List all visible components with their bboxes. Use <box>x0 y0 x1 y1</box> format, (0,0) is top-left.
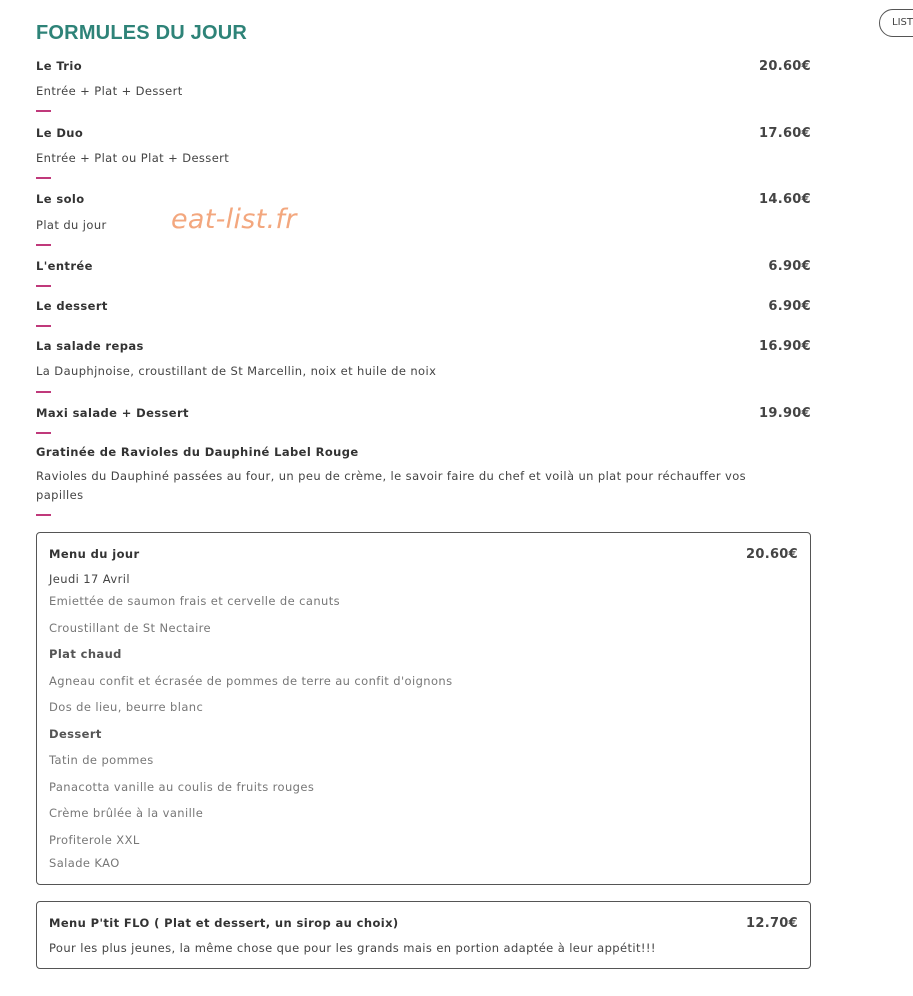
item-price: 6.90€ <box>768 259 811 274</box>
item-description: Ravioles du Dauphiné passées au four, un peu de crème, le savoir faire du chef et voilà un plat pour réchauffer vos papilles <box>36 469 747 502</box>
item-description: La Dauphjnoise, croustillant de St Marcellin, noix et huile de noix <box>36 364 437 378</box>
item-divider <box>36 514 51 516</box>
item-divider <box>36 110 51 112</box>
item-divider <box>36 244 51 246</box>
item-name: Le solo <box>36 192 85 206</box>
menu-line: Emiettée de saumon frais et cervelle de canuts <box>49 594 341 608</box>
card-price: 20.60€ <box>746 547 798 562</box>
menu-item <box>36 192 811 252</box>
menu-line: Croustillant de St Nectaire <box>49 621 212 635</box>
menu-category: Plat chaud <box>49 647 122 661</box>
item-name: L'entrée <box>36 259 93 273</box>
menu-date: Jeudi 17 Avril <box>49 572 130 586</box>
menu-line: Salade KAO <box>49 856 120 870</box>
card-price: 12.70€ <box>746 916 798 931</box>
item-description: Entrée + Plat ou Plat + Dessert <box>36 151 230 165</box>
menu-item <box>36 126 811 186</box>
menu-ptit-flo-card <box>36 901 811 969</box>
item-name: Le dessert <box>36 299 108 313</box>
watermark: eat-list.fr <box>171 204 297 235</box>
item-divider <box>36 285 51 287</box>
menu-item <box>36 406 811 436</box>
card-title: Menu P'tit FLO ( Plat et dessert, un sirop au choix) <box>49 916 399 930</box>
item-price: 14.60€ <box>759 192 811 207</box>
item-price: 19.90€ <box>759 406 811 421</box>
menu-line: Panacotta vanille au coulis de fruits rouges <box>49 780 315 794</box>
menu-line: Tatin de pommes <box>49 753 154 767</box>
item-price: 6.90€ <box>768 299 811 314</box>
page-title: FORMULES DU JOUR <box>36 22 247 44</box>
menu-line: Crème brûlée à la vanille <box>49 806 204 820</box>
item-name: Le Trio <box>36 59 83 73</box>
item-price: 16.90€ <box>759 339 811 354</box>
menu-item <box>36 59 811 119</box>
menu-item <box>36 299 811 329</box>
item-price: 17.60€ <box>759 126 811 141</box>
menu-item <box>36 259 811 289</box>
item-name: Gratinée de Ravioles du Dauphiné Label Rouge <box>36 445 359 459</box>
item-name: Le Duo <box>36 126 84 140</box>
item-name: La salade repas <box>36 339 144 353</box>
item-divider <box>36 325 51 327</box>
item-divider <box>36 391 51 393</box>
item-description: Entrée + Plat + Dessert <box>36 84 183 98</box>
menu-item <box>36 445 811 520</box>
item-divider <box>36 177 51 179</box>
menu-line: Agneau confit et écrasée de pommes de terre au confit d'oignons <box>49 674 453 688</box>
menu-du-jour-card <box>36 532 811 885</box>
item-divider <box>36 432 51 434</box>
card-title: Menu du jour <box>49 547 140 561</box>
list-button[interactable]: LIST <box>879 9 913 37</box>
item-price: 20.60€ <box>759 59 811 74</box>
item-name: Maxi salade + Dessert <box>36 406 189 420</box>
menu-line: Profiterole XXL <box>49 833 140 847</box>
menu-category: Dessert <box>49 727 102 741</box>
menu-line: Dos de lieu, beurre blanc <box>49 700 204 714</box>
menu-item <box>36 339 811 399</box>
item-description: Plat du jour <box>36 218 107 232</box>
card-description: Pour les plus jeunes, la même chose que pour les grands mais en portion adaptée à leur appétit!!! <box>49 941 656 955</box>
